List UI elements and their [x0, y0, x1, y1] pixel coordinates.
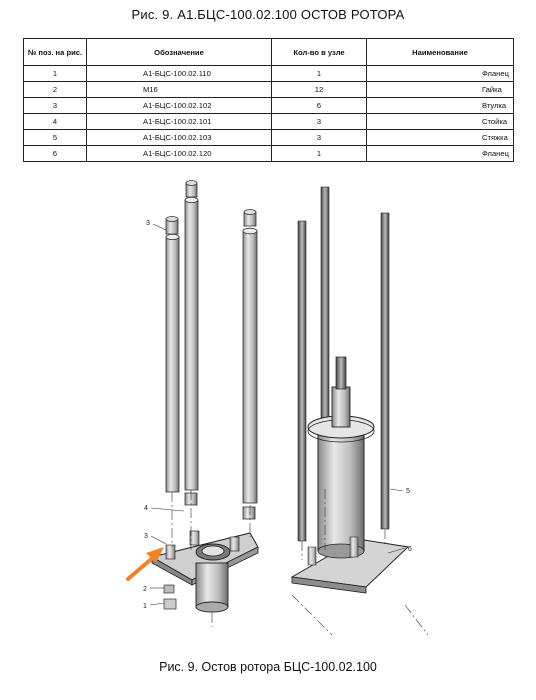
figure-caption: Рис. 9. Остов ротора БЦС-100.02.100 [159, 660, 377, 674]
cell-designation: А1-БЦС-100.02.110 [87, 66, 272, 82]
col-header-position: № поз. на рис. [24, 39, 87, 66]
bushing-top-3 [244, 210, 256, 227]
cell-name: Гайка [367, 82, 514, 98]
cell-quantity: 1 [272, 66, 367, 82]
bushing-top-1 [186, 181, 197, 198]
cell-quantity: 1 [272, 146, 367, 162]
bushing-top-2 [166, 217, 178, 235]
stand-tube-3 [243, 228, 257, 503]
cell-position: 6 [24, 146, 87, 162]
cell-name: Стяжка [367, 130, 514, 146]
table-row [24, 82, 514, 98]
col-header-quantity: Кол-во в узле [272, 39, 367, 66]
cell-quantity: 3 [272, 130, 367, 146]
cell-name: Фланец [367, 146, 514, 162]
callout-5: 5 [406, 488, 410, 495]
cell-designation: А1-БЦС-100.02.101 [87, 114, 272, 130]
table-header-row [24, 39, 514, 66]
table-row [24, 146, 514, 162]
rotor-frame-drawing [120, 175, 440, 645]
table-row [24, 130, 514, 146]
bushing-lower-2 [243, 507, 255, 519]
cell-quantity: 6 [272, 98, 367, 114]
cell-name: Втулка [367, 98, 514, 114]
tie-rod-1 [298, 221, 306, 541]
parts-table [23, 38, 514, 162]
col-header-name: Наименование [367, 39, 514, 66]
callout-3-bottom: 3 [144, 533, 148, 540]
page-title: Рис. 9. А1.БЦС-100.02.100 ОСТОВ РОТОРА [131, 7, 405, 22]
cell-designation: А1-БЦС-100.02.102 [87, 98, 272, 114]
cell-designation: А1-БЦС-100.02.120 [87, 146, 272, 162]
cell-position: 1 [24, 66, 87, 82]
cell-position: 3 [24, 98, 87, 114]
callout-1: 1 [143, 603, 147, 610]
cell-name: Стойка [367, 114, 514, 130]
cell-name: Фланец [367, 66, 514, 82]
stand-tube-2 [166, 234, 179, 492]
cell-position: 4 [24, 114, 87, 130]
col-header-designation: Обозначение [87, 39, 272, 66]
cell-designation: М16 [87, 82, 272, 98]
cell-quantity: 12 [272, 82, 367, 98]
callout-2: 2 [143, 586, 147, 593]
callout-3-top: 3 [146, 220, 150, 227]
cell-position: 2 [24, 82, 87, 98]
nut-parts [164, 585, 176, 609]
table-row [24, 66, 514, 82]
stand-tube-1 [185, 197, 198, 490]
table-row [24, 114, 514, 130]
cell-designation: А1-БЦС-100.02.103 [87, 130, 272, 146]
callout-4: 4 [144, 505, 148, 512]
upper-flange-assembly [292, 357, 408, 593]
table-row [24, 98, 514, 114]
callout-6: 6 [408, 546, 412, 553]
cell-quantity: 3 [272, 114, 367, 130]
cell-position: 5 [24, 130, 87, 146]
tie-rod-3 [381, 213, 389, 529]
